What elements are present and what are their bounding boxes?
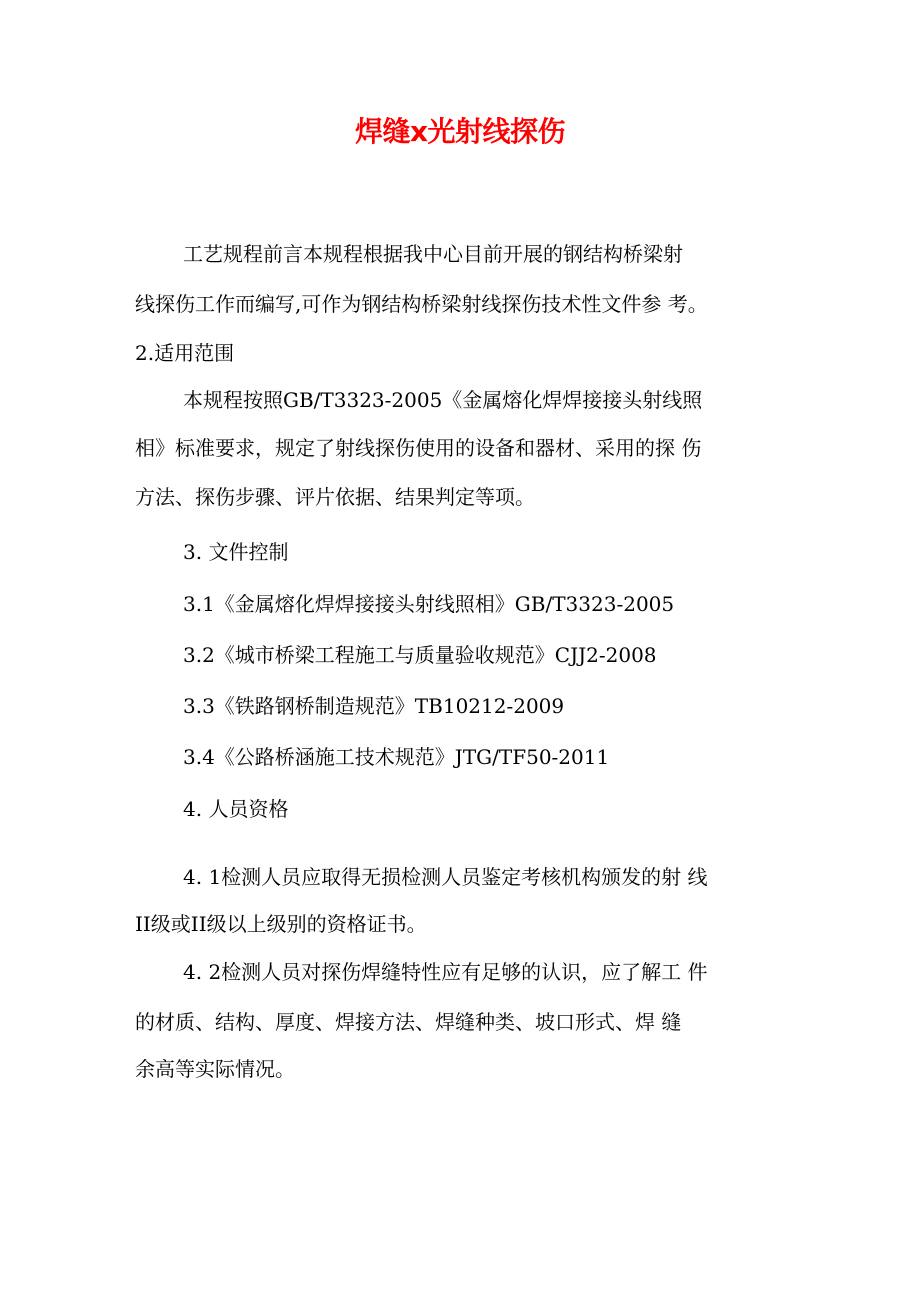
paragraph-line: 工艺规程前言本规程根据我中心目前开展的钢结构桥梁射 (183, 242, 683, 266)
paragraph-line: 方法、探伤步骤、评片依据、结果判定等项。 (135, 485, 535, 509)
paragraph-line: 的材质、结构、厚度、焊接方法、焊缝种类、坡口形式、焊 缝 (135, 1010, 682, 1034)
paragraph-line: II级或II级以上级别的资格证书。 (135, 912, 427, 936)
section-heading: 3. 文件控制 (183, 540, 289, 564)
paragraph-line: 线探伤工作而编写,可作为钢结构桥梁射线探伤技术性文件参 考。 (135, 292, 708, 316)
paragraph-line: 相》标准要求，规定了射线探伤使用的设备和器材、采用的探 伤 (135, 436, 702, 460)
list-item: 3.4《公路桥涵施工技术规范》JTG/TF50-2011 (183, 745, 610, 769)
paragraph-line: 余高等实际情况。 (135, 1057, 295, 1081)
document-title: 焊缝x光射线探伤 (354, 115, 566, 148)
list-item: 3.2《城市桥梁工程施工与质量验收规范》CJJ2-2008 (183, 643, 657, 667)
paragraph-line: 4. 2检测人员对探伤焊缝特性应有足够的认识，应了解工 件 (183, 960, 708, 984)
list-item: 3.1《金属熔化焊焊接接头射线照相》GB/T3323-2005 (183, 592, 675, 616)
paragraph-line: 4. 1检测人员应取得无损检测人员鉴定考核机构颁发的射 线 (183, 865, 708, 889)
list-item: 3.3《铁路钢桥制造规范》TB10212-2009 (183, 694, 565, 718)
section-heading: 2.适用范围 (135, 341, 235, 365)
paragraph-line: 本规程按照GB/T3323-2005《金属熔化焊焊接接头射线照 (183, 388, 703, 412)
section-heading: 4. 人员资格 (183, 797, 289, 821)
